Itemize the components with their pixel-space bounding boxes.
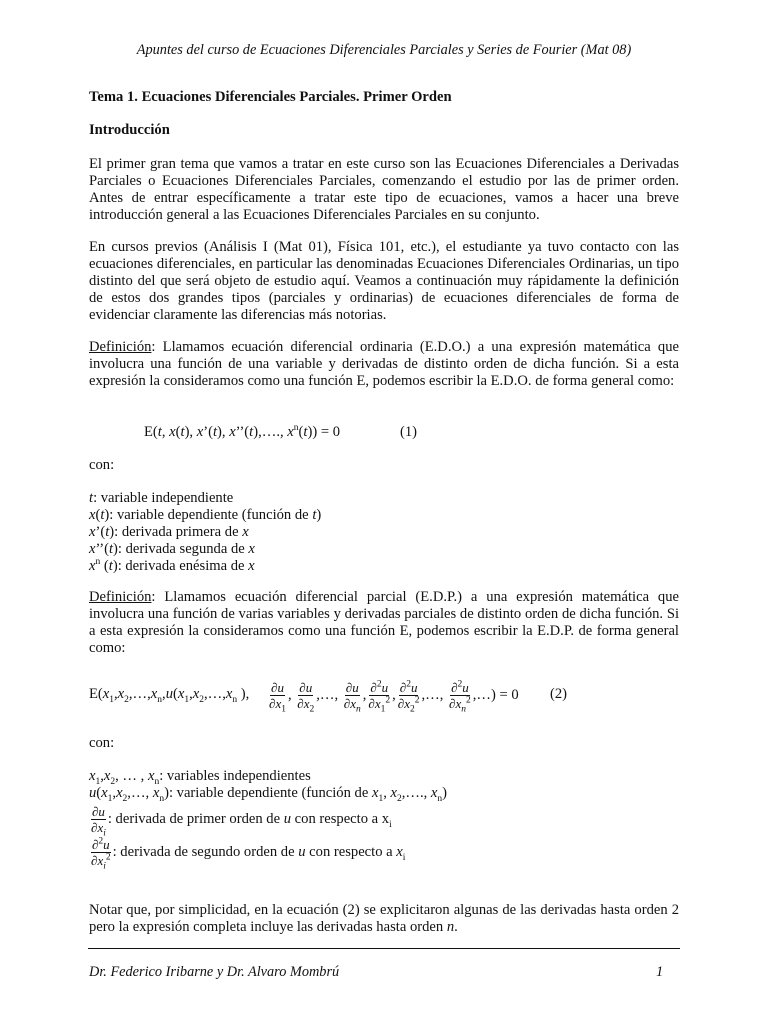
page-header: Apuntes del curso de Ecuaciones Diferenciales Parciales y Series de Fourier (Mat 08) xyxy=(136,42,632,58)
list-item: $x^n$ (t): derivada enésima de x xyxy=(89,557,255,574)
equation-1-number: (1) xyxy=(400,424,418,440)
definition-pde xyxy=(89,589,679,657)
intro-heading: Introducción xyxy=(89,122,170,138)
con-label-2: con: xyxy=(89,735,115,751)
con-label-1: con: xyxy=(89,457,115,473)
definition-label: Definición xyxy=(89,339,152,355)
paragraph-previous-courses: En cursos previos (Análisis I (Mat 01), Física 101, etc.), el estudiante ya tuvo contacto con las ecuaciones diferenciales, en particular las denominadas Ecuaciones Diferenciales Ordinarias, un tipo distinto del que será objeto de estudio aquí. Veamos a continuación muy rápidamente la definición de estos dos grandes tipos (parciales y ordinarias) de ecuaciones diferenciales de forma de evidenciar claramente las diferencias más notorias. xyxy=(89,239,679,323)
equation-2-derivatives: $\frac{\partial u}{\partial x_1}$ , $\frac{\partial u}{\partial x_2}$ ,…, $\frac{\partial u}{\partial x_n}$ , $\frac{\partial^2u}{\partial x_1^2}$ , $\frac{\partial^2u}{\partial x_2^2}$ ,…, $\frac{\partial^2u}{\partial x_n^2}$ ,…) = 0 xyxy=(269,679,519,715)
list-item: $x_1,x_2$, … , $x_n$: variables independientes xyxy=(89,768,311,787)
ode-variable-list xyxy=(89,490,679,575)
list-item: $\frac{\partial^2u}{\partial x_i^2}$ : derivada de segundo orden de u con respecto a $x_i$ xyxy=(91,836,406,872)
section-title: Tema 1. Ecuaciones Diferenciales Parciales. Primer Orden xyxy=(89,89,452,105)
list-item: x(t): variable dependiente (función de t) xyxy=(89,507,322,523)
page-number: 1 xyxy=(656,964,664,980)
footer-divider xyxy=(88,948,680,949)
list-item: $u(x_1,x_2,\dots$, $x_n$): variable dependiente (función de $x_1$, $x_2,\dots$., $x_n$) xyxy=(89,785,448,804)
paragraph-intro: El primer gran tema que vamos a tratar en este curso son las Ecuaciones Diferenciales a Derivadas Parciales o Ecuaciones Diferenciales Parciales, comenzando el estudio por las de primer orden. Antes de entrar específicamente a tratar este tipo de ecuaciones, vamos a hacer una breve introducción general a las Ecuaciones Diferenciales Parciales en su conjunto. xyxy=(89,156,679,223)
equation-2-formula: $E(x_1,x_2,\dots,x_n,u(x_1,x_2,\dots,x_n$ ), xyxy=(89,686,250,705)
list-item: t: variable independiente xyxy=(89,490,234,506)
equation-1 xyxy=(144,424,544,441)
equation-2-number: (2) xyxy=(550,686,568,702)
list-item: x’(t): derivada primera de x xyxy=(89,524,249,540)
definition-pde-text: : Llamamos ecuación diferencial parcial (E.D.P.) a una expresión matemática que involucra una función de varias variables y derivadas parciales de distinto orden de dicha función. Si a esta expresión la consideramos como una función E, podemos escribir la E.D.P. de forma general como: xyxy=(89,589,679,656)
equation-2 xyxy=(89,676,689,716)
definition-ode xyxy=(89,339,679,390)
list-item: x’’(t): derivada segunda de x xyxy=(89,541,255,557)
list-item: $\frac{\partial u}{\partial x_i}$ : derivada de primer orden de u con respecto a $x_i$ xyxy=(91,804,392,839)
footer-authors: Dr. Federico Iribarne y Dr. Alvaro Mombrú xyxy=(89,964,340,980)
paragraph-note: Notar que, por simplicidad, en la ecuación (2) se explicitaron algunas de las derivadas hasta orden 2 pero la expresión completa incluye las derivadas hasta orden n. xyxy=(89,902,679,935)
definition-label: Definición xyxy=(89,589,152,605)
definition-ode-text: : Llamamos ecuación diferencial ordinaria (E.D.O.) a una expresión matemática que involucra una función de una variable y derivadas de distinto orden de dicha función. Si a esta expresión la consideramos como una función E, podemos escribir la E.D.O. de forma general como: xyxy=(89,339,679,389)
equation-1-formula: E(t, x(t), x’(t), x’’(t),…., $x^n(t)) = 0$ xyxy=(144,423,341,440)
pde-variable-list xyxy=(89,768,679,872)
